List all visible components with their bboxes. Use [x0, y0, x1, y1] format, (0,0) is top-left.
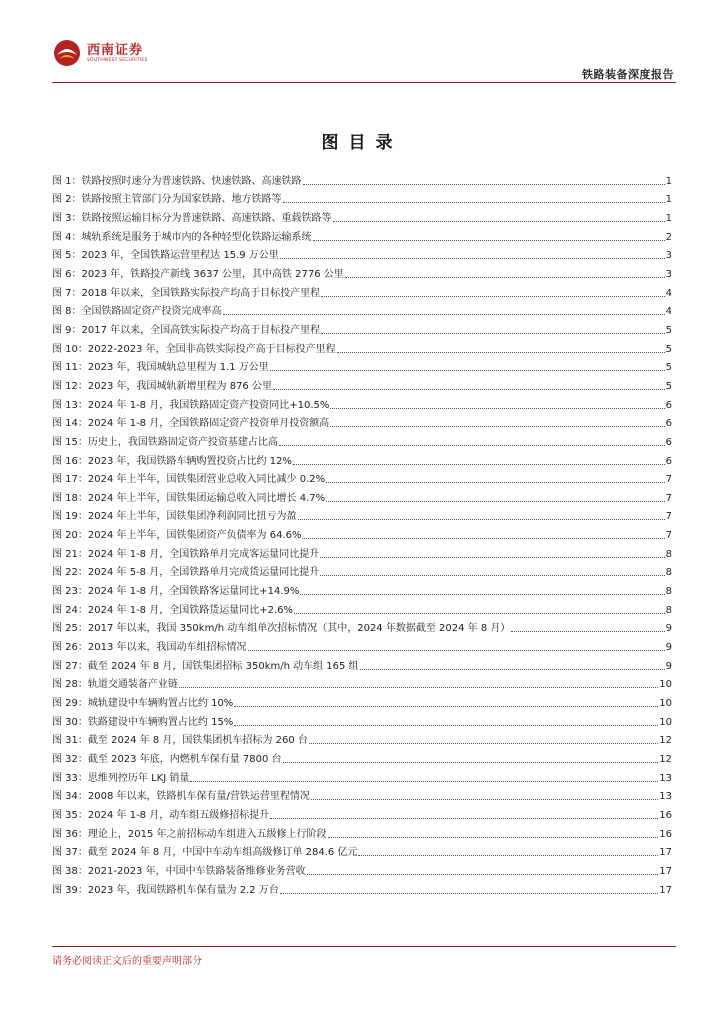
report-type-title: 铁路装备深度报告 [582, 68, 674, 81]
toc-entry-page-number: 1 [665, 194, 672, 206]
toc-dot-leader [337, 352, 665, 353]
toc-dot-leader [309, 743, 658, 744]
toc-entry-text: 2023 年，我国铁路车辆购置投资占比约 12% [87, 455, 292, 467]
toc-entry[interactable] [52, 523, 672, 542]
toc-entry-label: 图 26： [52, 642, 88, 654]
toc-dot-leader [311, 799, 658, 800]
toc-entry[interactable] [52, 225, 672, 244]
toc-entry-text: 2024 年 1-8 月，全国铁路固定资产投资单月投资额高 [87, 418, 330, 430]
toc-dot-leader [279, 445, 665, 446]
toc-entry-label: 图 34： [52, 791, 88, 803]
toc-entry-text: 2018 年以来，全国铁路实际投产均高于目标投产里程 [81, 287, 321, 299]
logo-mark-icon [52, 38, 82, 68]
toc-entry[interactable] [52, 859, 672, 878]
toc-entry-page-number: 6 [665, 418, 672, 430]
logo-name-cn: 西南证券 [87, 42, 144, 58]
toc-entry[interactable] [52, 356, 672, 375]
toc-dot-leader [179, 687, 658, 688]
toc-entry-page-number: 2 [665, 231, 672, 243]
toc-entry-text: 2024 年 1-8 月，全国铁路客运量同比+14.9% [87, 586, 300, 598]
toc-entry[interactable] [52, 617, 672, 636]
toc-entry-label: 图 30： [52, 716, 88, 728]
toc-entry-page-number: 8 [665, 586, 672, 598]
toc-entry[interactable] [52, 300, 672, 319]
toc-entry-page-number: 16 [659, 828, 672, 840]
toc-entry-page-number: 8 [665, 567, 672, 579]
toc-entry-label: 图 27： [52, 660, 88, 672]
toc-entry-text: 2013 年以来，我国动车组招标情况 [87, 642, 247, 654]
toc-entry-text: 2021-2023 年，中国中车铁路装备维修业务营收 [87, 865, 306, 877]
toc-dot-leader [328, 837, 659, 838]
toc-entry-label: 图 39： [52, 884, 88, 896]
toc-entry[interactable] [52, 542, 672, 561]
header-divider [52, 82, 676, 83]
toc-entry[interactable] [52, 710, 672, 729]
toc-dot-leader [321, 296, 664, 297]
toc-title: 图目录 [321, 133, 403, 153]
toc-entry[interactable] [52, 169, 672, 188]
toc-entry-text: 2017 年以来，我国 350km/h 动车组单次招标情况（其中，2024 年数据截至 2024 年 8 月） [87, 623, 511, 635]
toc-entry-label: 图 9： [52, 324, 82, 336]
toc-entry-page-number: 16 [659, 809, 672, 821]
toc-entry[interactable] [52, 318, 672, 337]
toc-entry-label: 图 22： [52, 567, 88, 579]
toc-entry-page-number: 8 [665, 548, 672, 560]
toc-entry-label: 图 14： [52, 418, 88, 430]
toc-entry[interactable] [52, 412, 672, 431]
toc-dot-leader [326, 501, 665, 502]
toc-entry[interactable] [52, 579, 672, 598]
toc-dot-leader [270, 370, 665, 371]
toc-entry-label: 图 33： [52, 772, 88, 784]
toc-dot-leader [223, 314, 665, 315]
toc-entry-text: 2024 年 5-8 月，全国铁路单月完成货运量同比提升 [87, 567, 320, 579]
toc-entry-page-number: 3 [665, 250, 672, 262]
logo-name-en: SOUTHWEST SECURITIES [87, 57, 148, 63]
toc-entry-label: 图 25： [52, 623, 88, 635]
toc-dot-leader [270, 818, 658, 819]
toc-entry-label: 图 36： [52, 828, 88, 840]
toc-entry-text: 2024 年 1-8 月，全国铁路单月完成客运量同比提升 [87, 548, 320, 560]
toc-entry-text: 2008 年以来，铁路机车保有量/营铁运营里程情况 [87, 791, 310, 803]
toc-entry-page-number: 8 [665, 604, 672, 616]
toc-entry-text: 2024 年 1-8 月，我国铁路固定资产投资同比+10.5% [87, 399, 330, 411]
toc-dot-leader [360, 669, 665, 670]
toc-dot-leader [330, 426, 664, 427]
toc-entry[interactable] [52, 505, 672, 524]
toc-entry-text: 2024 年上半年，国铁集团净利润同比扭亏为盈 [87, 511, 297, 523]
toc-entry-text: 2023 年，我国铁路机车保有量为 2.2 万台 [87, 884, 279, 896]
toc-entry-label: 图 31： [52, 735, 88, 747]
toc-entry-page-number: 3 [665, 268, 672, 280]
toc-entry-text: 铁路按照运输目标分为普速铁路、高速铁路、重载铁路等 [81, 212, 332, 224]
toc-entry-page-number: 12 [659, 735, 672, 747]
toc-entry-text: 2024 年 1-8 月，动车组五级修招标提升 [87, 809, 270, 821]
toc-entry-label: 图 4： [52, 231, 82, 243]
toc-entry[interactable] [52, 337, 672, 356]
toc-dot-leader [303, 184, 665, 185]
toc-dot-leader [234, 706, 658, 707]
toc-entry-page-number: 5 [665, 362, 672, 374]
toc-dot-leader [320, 575, 664, 576]
figure-toc-list [52, 169, 672, 897]
toc-dot-leader [313, 240, 665, 241]
toc-dot-leader [326, 482, 665, 483]
toc-dot-leader [307, 874, 659, 875]
toc-dot-leader [302, 538, 664, 539]
toc-entry-label: 图 35： [52, 809, 88, 821]
toc-entry[interactable] [52, 673, 672, 692]
toc-entry-text: 铁路按照时速分为普速铁路、快速铁路、高速铁路 [81, 175, 302, 187]
toc-dot-leader [280, 258, 665, 259]
toc-dot-leader [298, 519, 665, 520]
toc-entry-label: 图 32： [52, 754, 88, 765]
toc-entry-page-number: 10 [659, 698, 672, 710]
toc-entry-label: 图 28： [52, 679, 88, 691]
toc-entry-text: 历史上，我国铁路固定资产投资基建占比高 [87, 436, 278, 448]
toc-entry[interactable] [52, 822, 672, 841]
toc-entry[interactable] [52, 393, 672, 412]
toc-entry[interactable] [52, 729, 672, 748]
toc-entry-text: 2023 年，我国城轨新增里程为 876 公里 [87, 380, 272, 392]
toc-dot-leader [234, 725, 658, 726]
toc-entry[interactable] [52, 654, 672, 673]
toc-entry-label: 图 5： [52, 250, 82, 262]
toc-dot-leader [248, 650, 665, 651]
toc-entry-text: 截至 2023 年底，内燃机车保有量 7800 台 [87, 754, 282, 765]
toc-entry-text: 思维列控历年 LKJ 销量 [87, 772, 190, 784]
toc-entry[interactable] [52, 785, 672, 804]
page-header [52, 38, 676, 84]
toc-entry-page-number: 4 [665, 287, 672, 299]
toc-entry-page-number: 9 [665, 642, 672, 654]
toc-entry-page-number: 6 [665, 399, 672, 411]
toc-entry-page-number: 5 [665, 324, 672, 336]
toc-entry-page-number: 6 [665, 455, 672, 467]
toc-entry-page-number: 1 [665, 212, 672, 224]
toc-entry[interactable] [52, 449, 672, 468]
toc-entry-page-number: 10 [659, 679, 672, 691]
toc-entry[interactable] [52, 841, 672, 860]
toc-dot-leader [330, 408, 664, 409]
toc-entry-label: 图 38： [52, 865, 88, 877]
toc-dot-leader [358, 855, 658, 856]
toc-entry-page-number: 10 [659, 716, 672, 728]
toc-entry-page-number: 5 [665, 380, 672, 392]
toc-entry[interactable] [52, 635, 672, 654]
toc-entry-label: 图 18： [52, 492, 88, 504]
toc-entry-page-number: 6 [665, 436, 672, 448]
toc-entry[interactable] [52, 468, 672, 487]
toc-dot-leader [273, 389, 665, 390]
toc-entry[interactable] [52, 878, 672, 897]
toc-dot-leader [283, 202, 665, 203]
toc-entry-text: 理论上，2015 年之前招标动车组进入五级修上行阶段 [87, 828, 327, 840]
toc-entry-text: 2024 年上半年，国铁集团资产负债率为 64.6% [87, 530, 302, 542]
toc-entry-label: 图 29： [52, 698, 88, 710]
toc-entry-text: 城轨系统是服务于城市内的各种轻型化铁路运输系统 [81, 231, 312, 243]
toc-entry[interactable] [52, 561, 672, 580]
toc-entry-text: 截至 2024 年 8 月，国铁集团机车招标为 260 台 [87, 735, 308, 747]
toc-entry-text: 2024 年 1-8 月，全国铁路货运量同比+2.6% [87, 604, 294, 616]
company-logo [52, 38, 148, 68]
toc-entry[interactable] [52, 374, 672, 393]
toc-dot-leader [280, 893, 658, 894]
toc-dot-leader [300, 594, 664, 595]
toc-dot-leader [320, 557, 664, 558]
toc-entry-text: 截至 2024 年 8 月，国铁集团招标 350km/h 动车组 165 组 [87, 660, 359, 672]
toc-entry[interactable] [52, 766, 672, 785]
toc-entry[interactable] [52, 188, 672, 207]
toc-entry-label: 图 12： [52, 380, 88, 392]
toc-entry-text: 截至 2024 年 8 月，中国中车动车组高级修订单 284.6 亿元 [87, 847, 358, 859]
toc-entry-label: 图 16： [52, 455, 88, 467]
footer-divider [52, 946, 676, 947]
toc-entry-label: 图 8： [52, 306, 82, 318]
toc-entry[interactable] [52, 430, 672, 449]
toc-entry[interactable] [52, 598, 672, 617]
toc-entry-text: 铁路按照主管部门分为国家铁路、地方铁路等 [81, 194, 282, 206]
toc-entry-label: 图 3： [52, 212, 82, 224]
toc-entry-text: 2024 年上半年，国铁集团运输总收入同比增长 4.7% [87, 492, 326, 504]
toc-dot-leader [293, 464, 665, 465]
toc-entry-page-number: 17 [659, 865, 672, 877]
toc-dot-leader [511, 631, 664, 632]
toc-entry[interactable] [52, 262, 672, 281]
toc-entry-label: 图 11： [52, 362, 88, 374]
toc-entry-page-number: 4 [665, 306, 672, 318]
toc-entry-text: 2023 年，铁路投产新线 3637 公里，其中高铁 2776 公里 [81, 268, 344, 280]
toc-entry-label: 图 1： [52, 175, 82, 187]
toc-entry-label: 图 23： [52, 586, 88, 598]
toc-entry-page-number: 7 [665, 492, 672, 504]
toc-entry-page-number: 9 [665, 623, 672, 635]
toc-entry-label: 图 13： [52, 399, 88, 411]
toc-entry-label: 图 17： [52, 474, 88, 486]
toc-entry-text: 2023 年，我国城轨总里程为 1.1 万公里 [87, 362, 269, 374]
toc-entry-page-number: 13 [659, 772, 672, 784]
toc-entry-text: 2022-2023 年，全国非高铁实际投产高于目标投产里程 [87, 343, 336, 355]
toc-entry-text: 全国铁路固定资产投资完成率高 [81, 306, 222, 318]
toc-entry-text: 2024 年上半年，国铁集团营业总收入同比减少 0.2% [87, 474, 326, 486]
toc-entry-label: 图 37： [52, 847, 88, 859]
toc-dot-leader [333, 221, 665, 222]
toc-entry-page-number: 7 [665, 474, 672, 486]
toc-entry-label: 图 21： [52, 548, 88, 560]
toc-entry-label: 图 6： [52, 268, 82, 280]
toc-entry-page-number: 7 [665, 511, 672, 523]
toc-entry-page-number: 17 [659, 884, 672, 896]
toc-entry-page-number: 13 [659, 791, 672, 803]
toc-entry-text: 城轨建设中车辆购置占比约 10% [87, 698, 234, 710]
logo-text [87, 43, 148, 64]
toc-entry-label: 图 2： [52, 194, 82, 206]
toc-entry-label: 图 20： [52, 530, 88, 542]
toc-entry-text: 铁路建设中车辆购置占比约 15% [87, 716, 234, 728]
toc-entry-text: 2017 年以来，全国高铁实际投产均高于目标投产里程 [81, 324, 321, 336]
toc-entry-page-number: 1 [665, 175, 672, 187]
toc-dot-leader [345, 277, 665, 278]
toc-entry[interactable] [52, 486, 672, 505]
toc-entry-label: 图 10： [52, 343, 88, 355]
toc-dot-leader [190, 781, 658, 782]
toc-entry-text: 轨道交通装备产业链 [87, 679, 178, 691]
footer-disclaimer: 请务必阅读正文后的重要声明部分 [52, 956, 202, 967]
toc-entry-label: 图 24： [52, 604, 88, 616]
toc-entry[interactable] [52, 691, 672, 710]
toc-entry[interactable] [52, 206, 672, 225]
toc-entry[interactable] [52, 244, 672, 263]
toc-entry-page-number: 17 [659, 847, 672, 859]
toc-entry-page-number: 9 [665, 660, 672, 672]
toc-entry-page-number: 12 [659, 754, 672, 765]
toc-entry[interactable] [52, 803, 672, 822]
toc-dot-leader [294, 613, 665, 614]
toc-entry-label: 图 7： [52, 287, 82, 299]
toc-dot-leader [321, 333, 664, 334]
toc-entry-label: 图 19： [52, 511, 88, 523]
toc-entry[interactable] [52, 281, 672, 300]
toc-dot-leader [283, 762, 659, 763]
toc-entry-text: 2023 年，全国铁路运营里程达 15.9 万公里 [81, 250, 279, 262]
toc-entry-page-number: 5 [665, 343, 672, 355]
toc-entry[interactable] [52, 747, 672, 766]
toc-entry-label: 图 15： [52, 436, 88, 448]
toc-entry-page-number: 7 [665, 530, 672, 542]
